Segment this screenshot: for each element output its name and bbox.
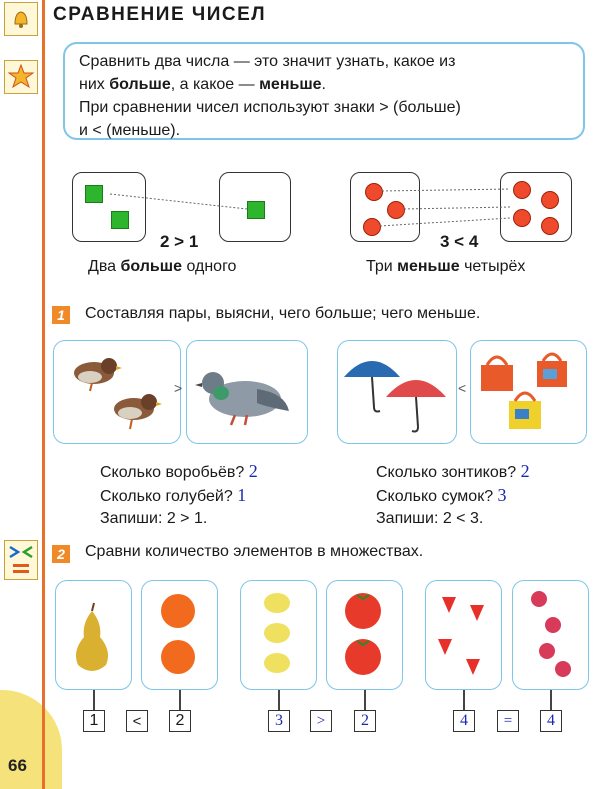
bag-icon [481, 357, 513, 391]
raspberries-card [512, 580, 589, 690]
caption-two-more-than-one: Два больше одного [88, 258, 237, 275]
task1-text: Составляя пары, выясни, чего больше; чего меньше. [85, 305, 481, 322]
lemon-icon [264, 623, 290, 643]
left-questions [100, 460, 258, 530]
count-box-lemons[interactable]: 3 [268, 710, 290, 732]
comparison-2-gt-1: 2 > 1 [160, 232, 199, 251]
connector-line [179, 690, 181, 710]
connector-line [364, 690, 366, 710]
rule-box [63, 42, 585, 140]
pear-card [55, 580, 132, 690]
answer-umbrellas: 2 [520, 461, 530, 481]
strawberries-card [425, 580, 502, 690]
task-number-2: 2 [52, 545, 70, 563]
connector-line [93, 690, 95, 710]
strawberry-icon [438, 639, 452, 655]
raspberry-icon [545, 617, 561, 633]
count-box-raspberries[interactable]: 4 [540, 710, 562, 732]
caption-three-less-than-four: Три меньше четырёх [366, 258, 526, 275]
count-box-tomatoes[interactable]: 2 [354, 710, 376, 732]
pigeon-picture [186, 340, 308, 444]
sign-box-3[interactable]: = [497, 710, 519, 732]
rule-line-2: них больше, а какое — меньше. [79, 76, 326, 93]
strawberry-icon [470, 605, 484, 621]
task2-text: Сравни количество элементов в множествах. [85, 543, 424, 560]
bag-icon [537, 354, 567, 387]
question-pigeons: Сколько голубей? 1 [100, 485, 247, 505]
raspberry-icon [539, 643, 555, 659]
connector-line [550, 690, 552, 710]
pairing-lines [100, 190, 260, 230]
rule-line-4: и < (меньше). [79, 122, 181, 139]
rule-line-3: При сравнении чисел используют знаки > (больше) [79, 99, 461, 116]
sparrows-picture [53, 340, 181, 444]
right-questions [376, 460, 530, 530]
count-box-tangerines[interactable]: 2 [169, 710, 191, 732]
question-umbrellas: Сколько зонтиков? 2 [376, 461, 530, 481]
connector-line [278, 690, 280, 710]
margin-line [42, 0, 45, 789]
question-bags: Сколько сумок? 3 [376, 485, 507, 505]
pigeon-icon [195, 372, 289, 425]
task-number-1: 1 [52, 306, 70, 324]
umbrella-icon [344, 361, 400, 412]
comparison-3-lt-4: 3 < 4 [440, 232, 479, 251]
birds-comparison-sign: > [174, 380, 183, 396]
bell-icon [4, 2, 38, 36]
umbrellas-comparison-sign: < [458, 380, 467, 396]
sign-box-2[interactable]: > [310, 710, 332, 732]
tangerine-icon [161, 594, 195, 628]
sign-box-1[interactable]: < [126, 710, 148, 732]
umbrellas-picture [337, 340, 457, 444]
answer-bags: 3 [497, 485, 507, 505]
page-title: СРАВНЕНИЕ ЧИСЕЛ [53, 4, 267, 25]
rule-line-1: Сравнить два числа — это значит узнать, какое из [79, 53, 456, 70]
umbrella-icon [386, 380, 446, 432]
compare-signs-icon [4, 540, 38, 580]
red-dot [541, 191, 559, 209]
count-box-pears[interactable]: 1 [83, 710, 105, 732]
strawberry-icon [442, 597, 456, 613]
tangerine-icon [161, 640, 195, 674]
star-icon [4, 60, 38, 94]
tomato-icon [345, 593, 381, 629]
count-box-strawberries[interactable]: 4 [453, 710, 475, 732]
tangerines-card [141, 580, 218, 690]
page-number: 66 [8, 756, 27, 775]
record-left: Запиши: 2 > 1. [100, 510, 208, 527]
bags-picture [470, 340, 587, 444]
tomatoes-card [326, 580, 403, 690]
pear-icon [76, 603, 108, 671]
bag-icon [509, 393, 541, 429]
lemon-icon [264, 653, 290, 673]
sparrow-icon [74, 358, 122, 391]
question-sparrows: Сколько воробьёв? 2 [100, 461, 258, 481]
lemon-icon [264, 593, 290, 613]
raspberry-icon [531, 591, 547, 607]
sparrow-icon [114, 394, 162, 429]
record-right: Запиши: 2 < 3. [376, 510, 484, 527]
raspberry-icon [555, 661, 571, 677]
red-dot [541, 217, 559, 235]
tomato-icon [345, 639, 381, 675]
strawberry-icon [466, 659, 480, 675]
answer-sparrows: 2 [248, 461, 258, 481]
connector-line [463, 690, 465, 710]
answer-pigeons: 1 [237, 485, 247, 505]
lemons-card [240, 580, 317, 690]
